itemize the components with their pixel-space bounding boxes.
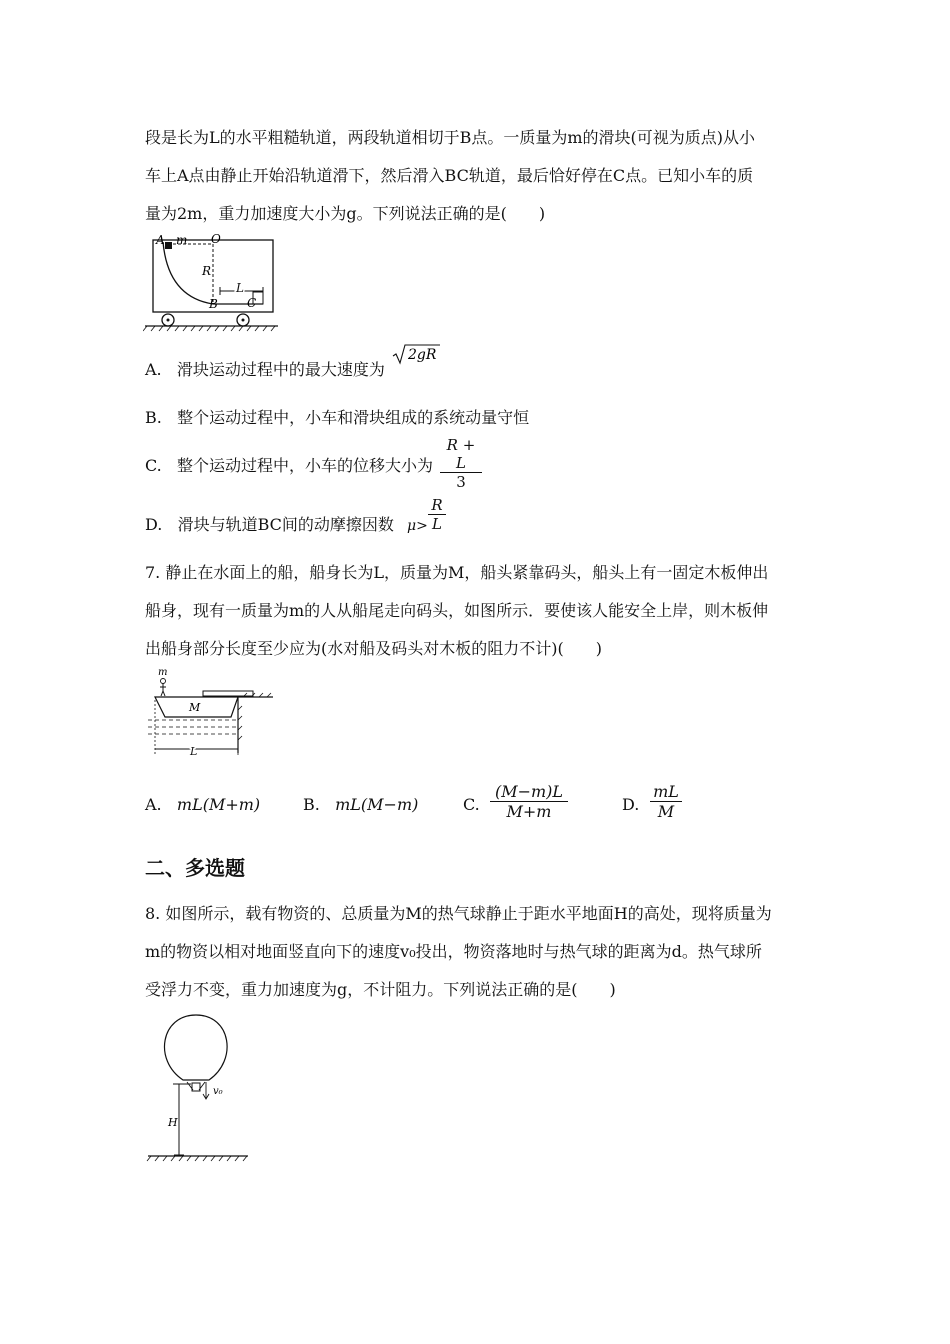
label-L: L: [236, 281, 244, 295]
q8-label-H: H: [168, 1116, 178, 1129]
q6-line-1: 段是长为L的水平粗糙轨道，两段轨道相切于B点。一质量为m的滑块(可视为质点)从小: [145, 128, 756, 147]
q7-label-m: m: [158, 667, 168, 678]
q7-option-a-label: A.: [145, 795, 162, 814]
q7-option-d-label: D.: [622, 795, 640, 814]
q6-option-b: [145, 408, 529, 428]
q7-option-c-numerator: (M−m)L: [494, 782, 564, 801]
q6-option-d-numerator: R: [431, 496, 443, 514]
q7-boat-figure: [143, 665, 278, 760]
q7-option-b: [303, 795, 418, 815]
q6-option-d-text: 滑块与轨道BC间的动摩擦因数: [177, 515, 394, 534]
q6-option-d-symbol: >: [416, 518, 428, 534]
q8-line-2: m的物资以相对地面竖直向下的速度v₀投出，物资落地时与热气球的距离为d。热气球所: [145, 942, 762, 961]
q6-line-3: 量为2m，重力加速度大小为g。下列说法正确的是( ): [145, 204, 546, 223]
q6-option-a: [145, 360, 385, 380]
q6-option-c-fraction: [440, 436, 482, 491]
q6-option-d-denominator: L: [432, 515, 442, 533]
q7-option-d-denominator: M: [657, 802, 675, 821]
q7-line-3: 出船身部分长度至少应为(水对船及码头对木板的阻力不计)( ): [145, 639, 602, 658]
label-O: O: [211, 232, 221, 246]
q8-balloon-figure: [143, 1010, 263, 1165]
q7-option-d-numerator: mL: [653, 782, 679, 801]
q6-option-c-label: C.: [145, 456, 162, 475]
q8-label-v0: v₀: [213, 1086, 223, 1097]
q7-option-d-fraction: [650, 782, 682, 821]
q7-option-a-text: mL(M+m): [176, 795, 261, 814]
q6-option-c-numerator: R + L: [446, 436, 476, 472]
q6-option-d-fraction: [428, 496, 446, 533]
q6-option-b-text: 整个运动过程中，小车和滑块组成的系统动量守恒: [177, 408, 530, 427]
q6-option-c: [145, 456, 433, 476]
q6-option-d-mu: μ: [407, 518, 417, 534]
label-A: A: [156, 233, 165, 247]
q7-option-c-label: C.: [463, 795, 480, 814]
label-B: B: [209, 297, 218, 311]
q8-line-3: 受浮力不变，重力加速度为g，不计阻力。下列说法正确的是( ): [145, 980, 616, 999]
q6-option-b-label: B.: [145, 408, 162, 427]
q7-label-M: M: [189, 701, 201, 714]
q7-option-c-fraction: [490, 782, 568, 821]
label-R: R: [202, 264, 212, 278]
q7-label-L: L: [190, 745, 198, 758]
q7-option-b-text: mL(M−m): [335, 795, 419, 814]
q7-option-c-denominator: M+m: [506, 802, 552, 821]
q6-cart-figure: [143, 232, 283, 332]
q7-line-2: 船身，现有一质量为m的人从船尾走向码头，如图所示．要使该人能安全上岸，则木板伸: [145, 601, 769, 620]
sqrt-symbol: [392, 343, 442, 365]
q6-option-d: [145, 515, 428, 536]
q7-option-b-label: B.: [303, 795, 320, 814]
q7-line-1: 7. 静止在水面上的船，船身长为L，质量为M，船头紧靠码头，船头上有一固定木板伸出: [145, 563, 769, 582]
q6-option-a-math: 2gR: [408, 347, 437, 363]
q6-line-2: 车上A点由静止开始沿轨道滑下，然后滑入BC轨道，最后恰好停在C点。已知小车的质: [145, 166, 754, 185]
label-m: m: [176, 233, 188, 247]
q8-line-1: 8. 如图所示，载有物资的、总质量为M的热气球静止于距水平地面H的高处，现将质量为: [145, 904, 772, 923]
q6-option-a-text: 滑块运动过程中的最大速度为: [176, 360, 385, 379]
q6-option-c-denominator: 3: [456, 473, 466, 491]
q7-option-a: [145, 795, 260, 815]
section-heading: 二、多选题: [145, 856, 245, 880]
label-C: C: [247, 296, 257, 310]
q6-option-d-label: D.: [145, 515, 163, 534]
q6-option-a-label: A.: [145, 360, 162, 379]
q6-option-c-text: 整个运动过程中，小车的位移大小为: [177, 456, 434, 475]
